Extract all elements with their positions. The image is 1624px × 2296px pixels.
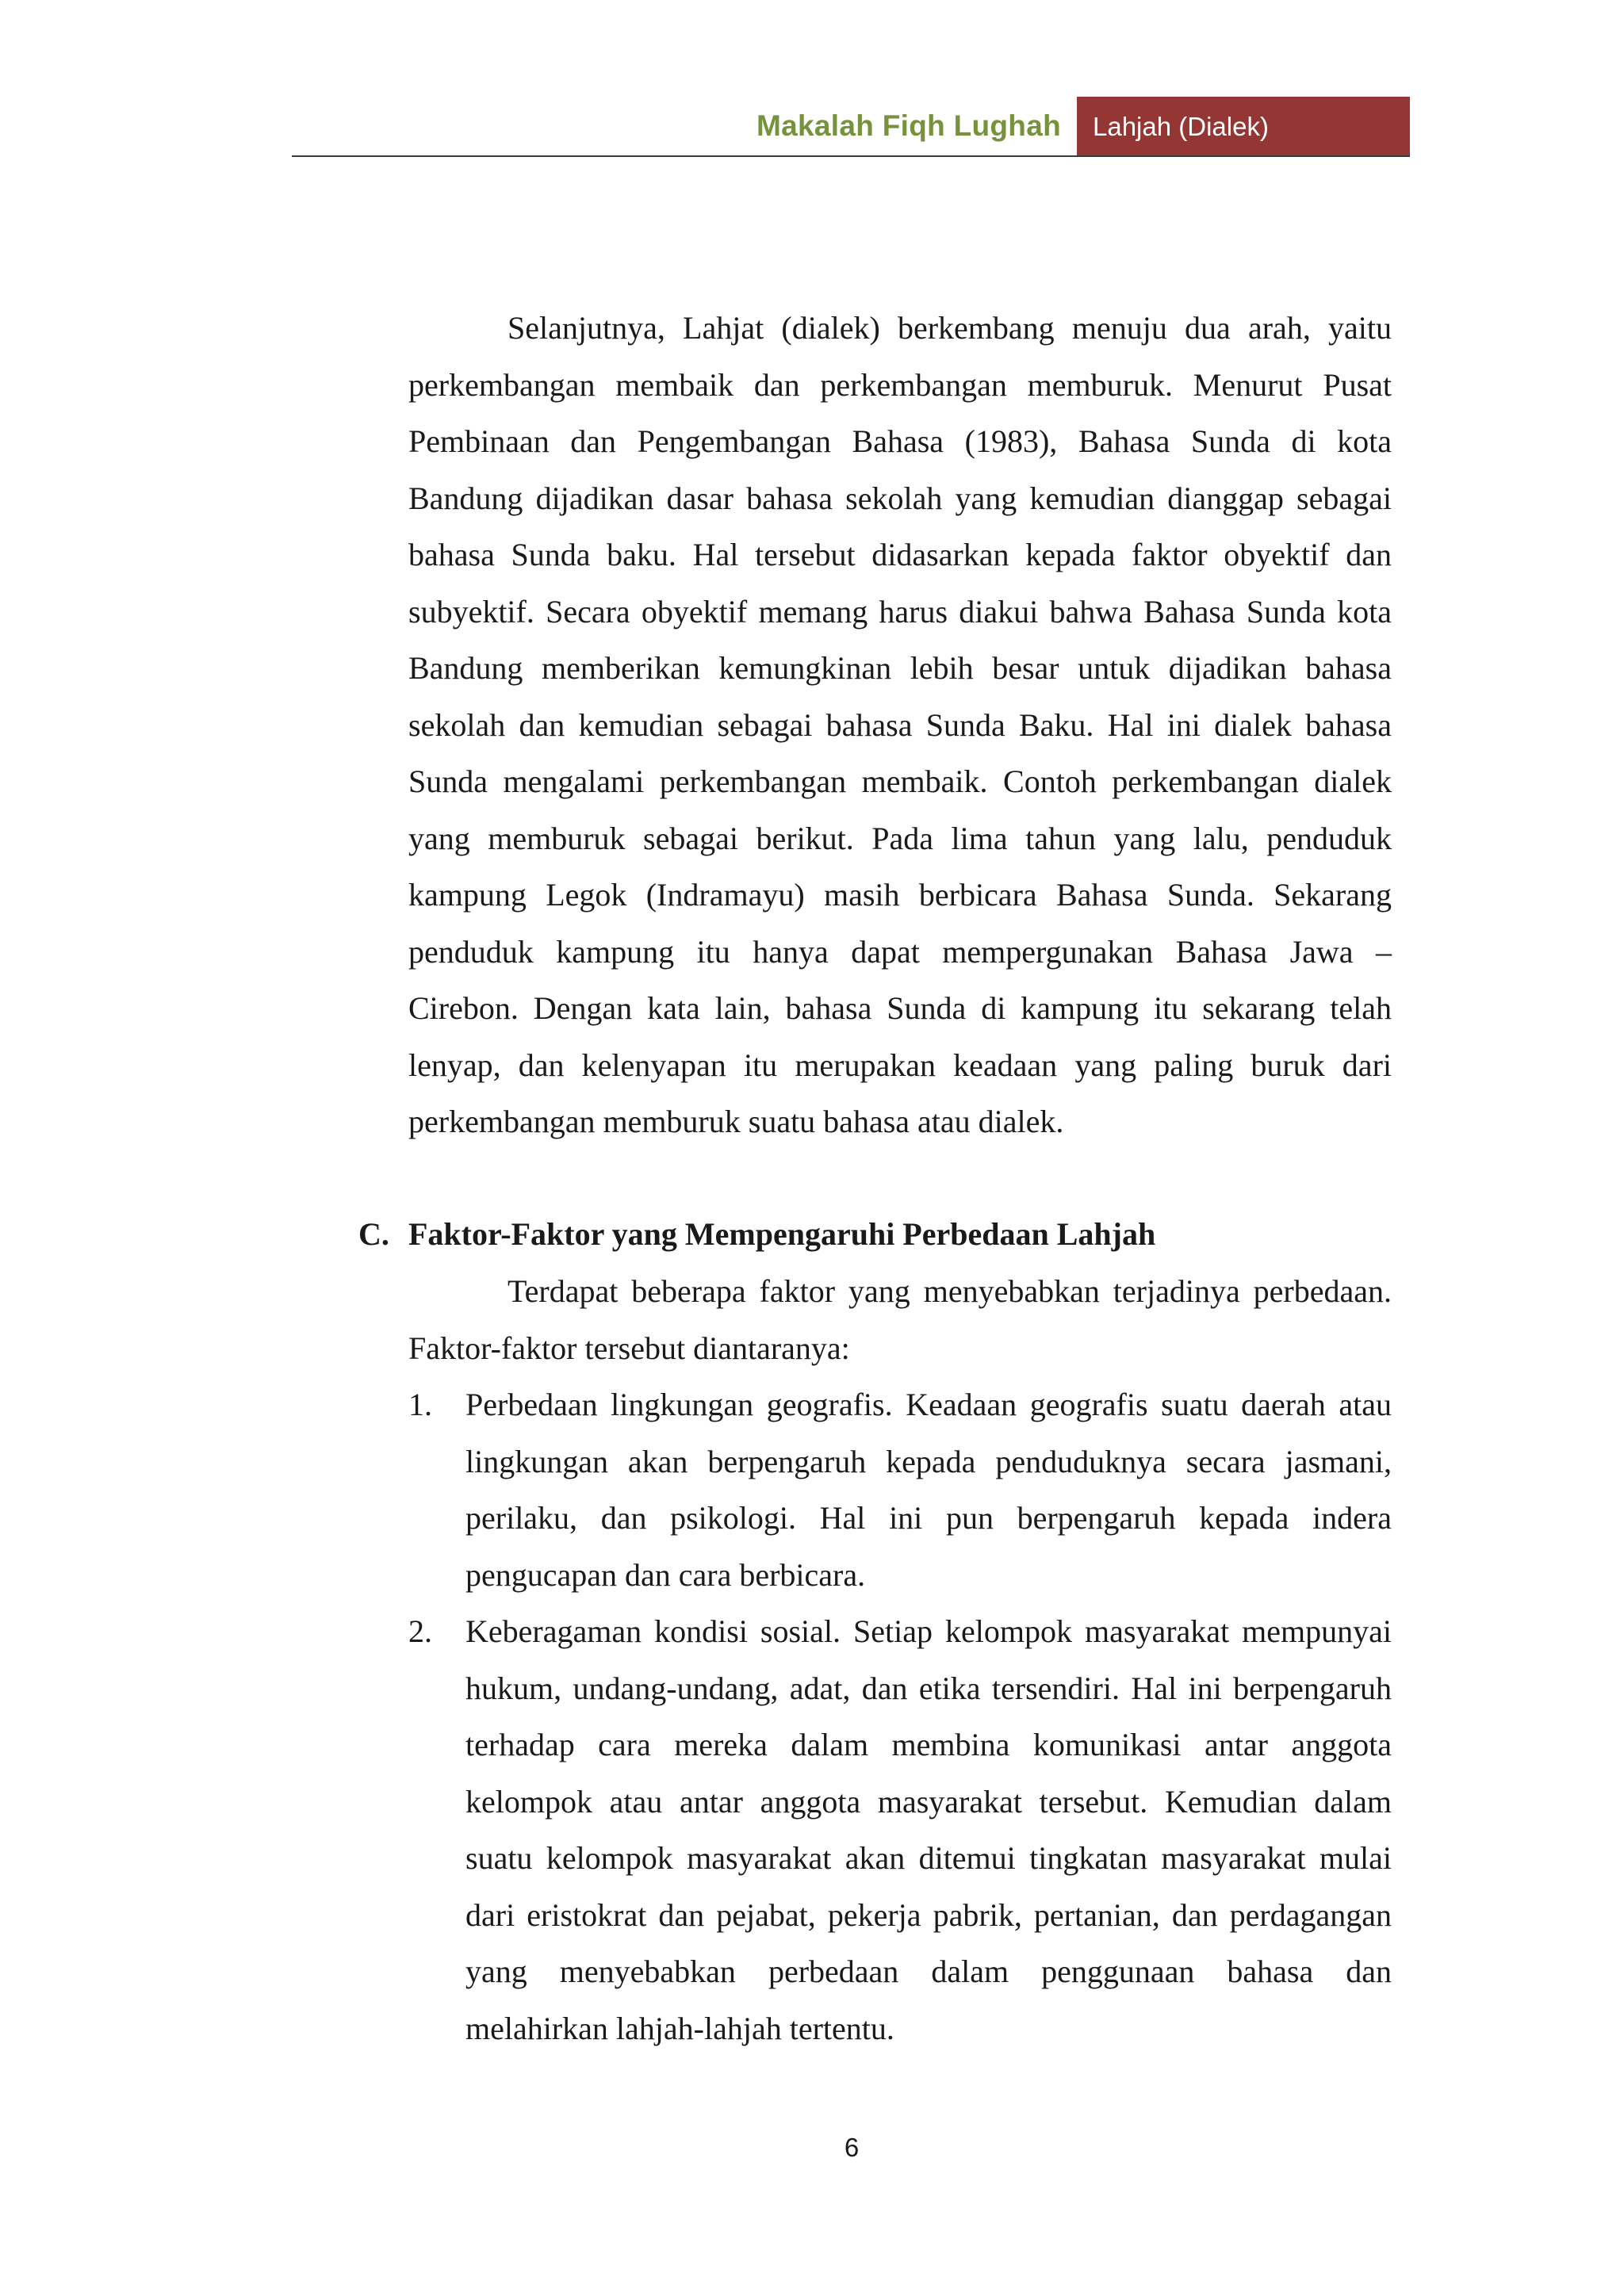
section-heading bbox=[358, 1206, 1155, 1263]
list-item-text: Perbedaan lingkungan geografis. Keadaan geografis suatu daerah atau lingkungan akan berpengaruh kepada penduduknya secara jasmani, perilaku, dan psikologi. Hal ini pun berpengaruh kepada indera pengucapan dan cara berbicara. bbox=[465, 1387, 1392, 1593]
factor-list bbox=[408, 1376, 1392, 2057]
list-item-text: Keberagaman kondisi sosial. Setiap kelompok masyarakat mempunyai hukum, undang-undang, adat, dan etika tersendiri. Hal ini berpengaruh terhadap cara mereka dalam membina komunikasi antar anggota kelompok atau antar anggota masyarakat tersebut. Kemudian dalam suatu kelompok masyarakat akan ditemui tingkatan masyarakat mulai dari eristokrat dan pejabat, pekerja pabrik, pertanian, dan perdagangan yang menyebabkan perbedaan dalam penggunaan bahasa dan melahirkan lahjah-lahjah tertentu. bbox=[465, 1613, 1392, 2046]
section-intro-paragraph: Terdapat beberapa faktor yang menyebabkan terjadinya perbedaan. Faktor-faktor tersebut diantaranya: bbox=[408, 1273, 1392, 1366]
section-title: Faktor-Faktor yang Mempengaruhi Perbedaan Lahjah bbox=[408, 1216, 1156, 1252]
intro-paragraph: Selanjutnya, Lahjat (dialek) berkembang menuju dua arah, yaitu perkembangan membaik dan perkembangan memburuk. Menurut Pusat Pembinaan dan Pengembangan Bahasa (1983), Bahasa Sunda di kota Bandung dijadikan dasar bahasa sekolah yang kemudian dianggap sebagai bahasa Sunda baku. Hal tersebut didasarkan kepada faktor obyektif dan subyektif. Secara obyektif memang harus diakui bahwa Bahasa Sunda kota Bandung memberikan kemungkinan lebih besar untuk dijadikan bahasa sekolah dan kemudian sebagai bahasa Sunda Baku. Hal ini dialek bahasa Sunda mengalami perkembangan membaik. Contoh perkembangan dialek yang memburuk sebagai berikut. Pada lima tahun yang lalu, penduduk kampung Legok (Indramayu) masih berbicara Bahasa Sunda. Sekarang penduduk kampung itu hanya dapat mempergunakan Bahasa Jawa – Cirebon. Dengan kata lain, bahasa Sunda di kampung itu sekarang telah lenyap, dan kelenyapan itu merupakan keadaan yang paling buruk dari perkembangan memburuk suatu bahasa atau dialek. bbox=[408, 310, 1392, 1139]
list-item bbox=[408, 1603, 1392, 2057]
header-title: Makalah Fiqh Lughah bbox=[756, 109, 1061, 142]
list-item bbox=[408, 1376, 1392, 1603]
section-letter: C. bbox=[358, 1216, 389, 1252]
header-chapter-tag: Lahjah (Dialek) bbox=[1077, 97, 1410, 157]
list-item-number: 1. bbox=[408, 1387, 432, 1422]
header-divider bbox=[292, 155, 1410, 157]
page-number: 6 bbox=[844, 2133, 860, 2162]
list-item-number: 2. bbox=[408, 1613, 432, 1649]
